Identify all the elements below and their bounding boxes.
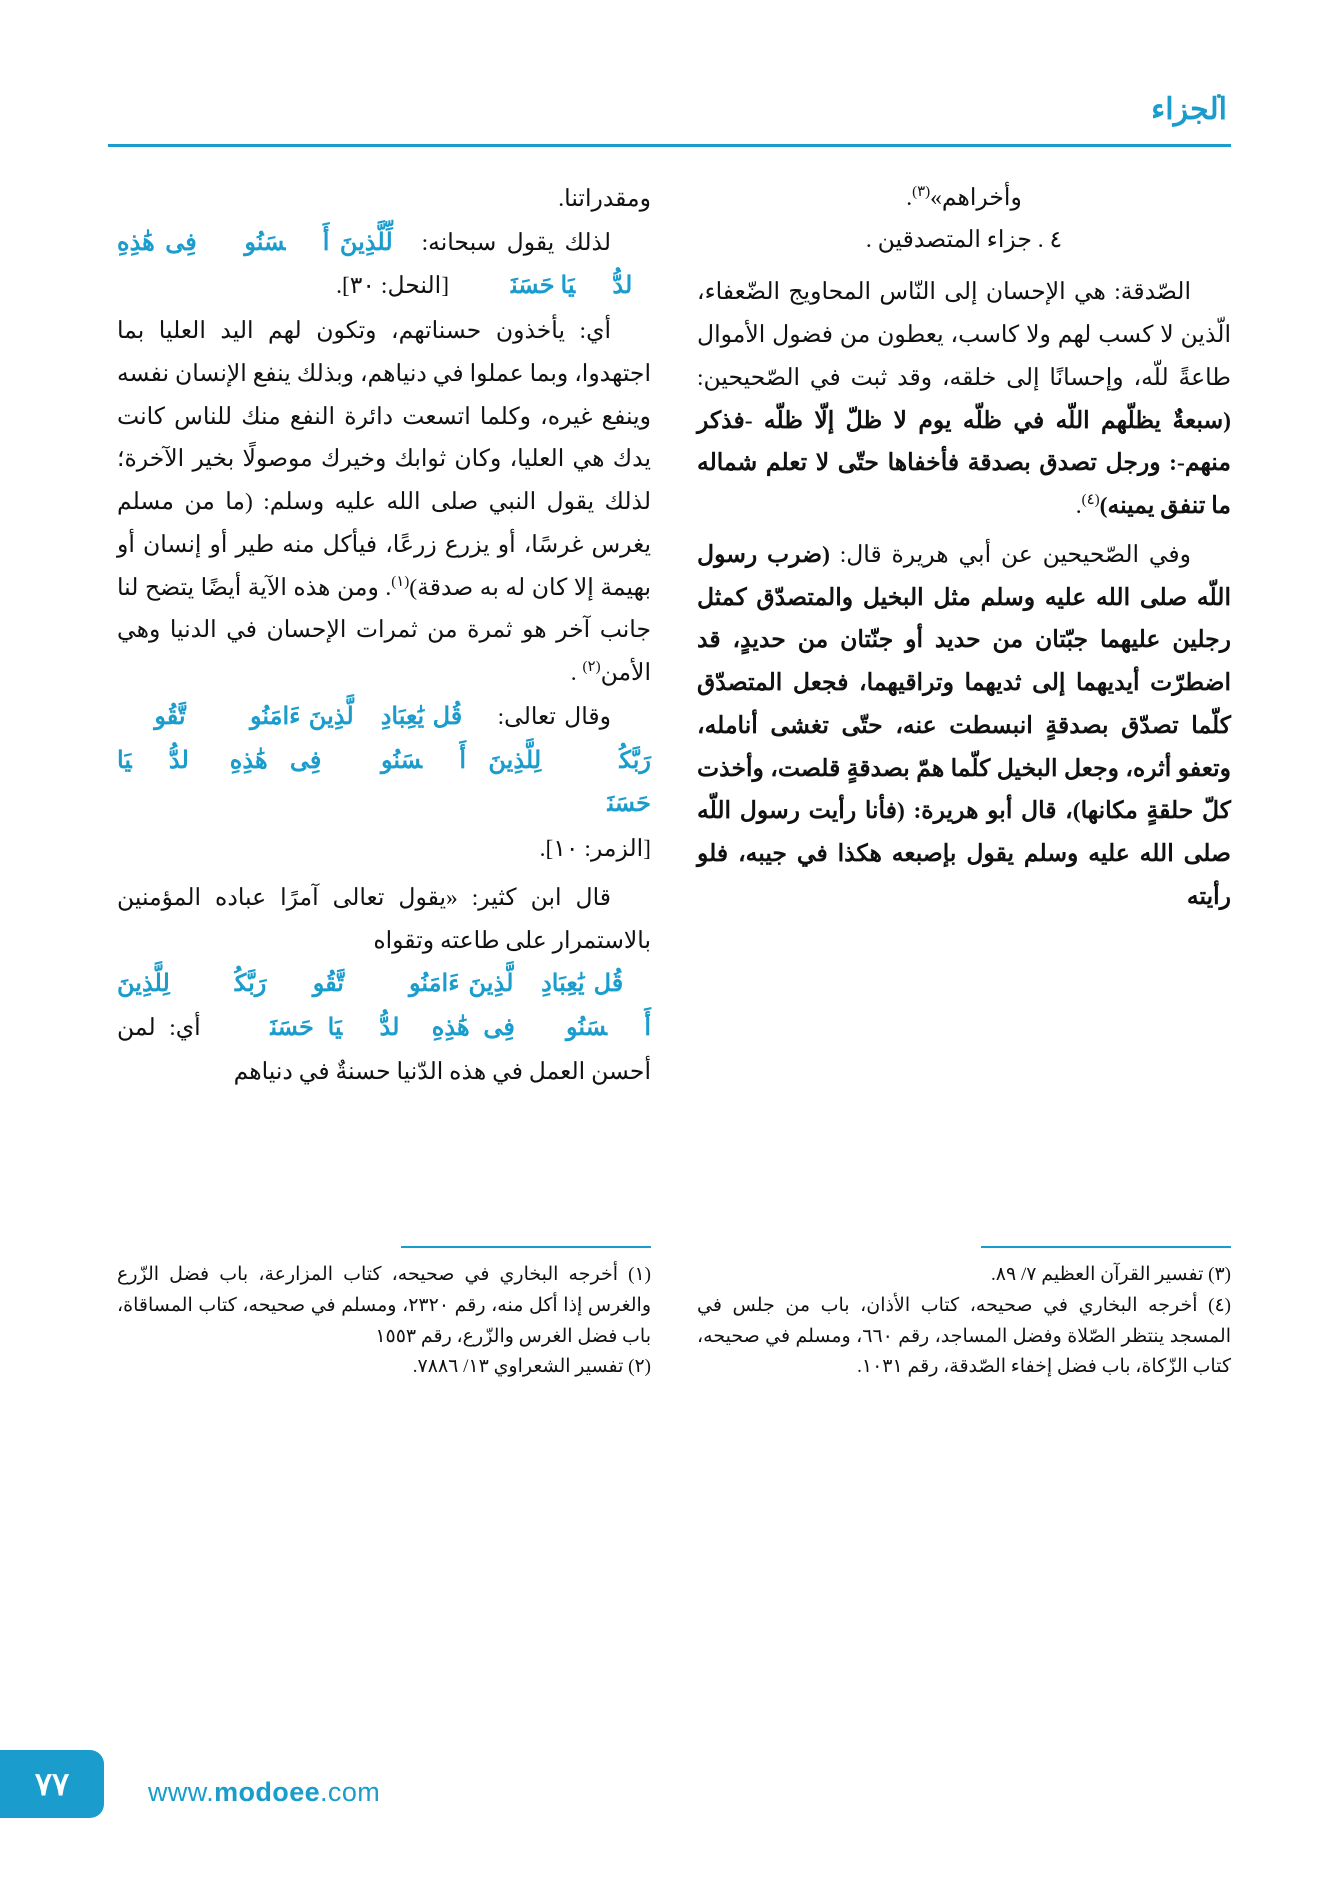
page-number: ٧٧ xyxy=(34,1766,70,1802)
site-url-name: modoee xyxy=(214,1777,321,1807)
site-url-tld: .com xyxy=(320,1777,381,1807)
quran-ref-nahl: [النحل: ٣٠]. xyxy=(336,273,450,300)
footnote-divider-right xyxy=(401,1246,651,1248)
left-paragraph-1-hadith: (سبعةٌ يظلّهم اللّه في ظلّه يوم لا ظلّ إلّا ظلّه -فذكر منهم-: ورجل تصدق بصدقة فأخفاها حتّى لا تعلم شماله ما تنفق يمينه) xyxy=(697,407,1231,520)
left-line-1-end: . xyxy=(906,185,913,211)
left-paragraph-2-lead: وفي الصّحيحين عن أبي هريرة قال: xyxy=(839,541,1192,568)
right-paragraph-4 xyxy=(117,696,651,827)
column-left xyxy=(697,178,1231,1238)
left-paragraph-1-end: . xyxy=(1075,493,1082,520)
header-divider xyxy=(108,144,1231,147)
site-url-prefix: www. xyxy=(148,1777,215,1807)
left-heading: ٤ . جزاء المتصدقين . xyxy=(865,227,1063,254)
footnotes-area xyxy=(108,1246,1231,1446)
column-right xyxy=(117,178,651,1238)
right-paragraph-3-text: . ومن هذه الآية أيضًا يتضح لنا جانب آخر هو ثمرة من ثمرات الإحسان في الدنيا وهي الأمن xyxy=(117,574,651,687)
right-paragraph-6 xyxy=(117,963,651,1093)
footnote-item: (٢) تفسير الشعراوي ١٣/ ٧٨٨٦. xyxy=(412,1356,651,1378)
quran-ref-zumar: [الزمر: ١٠]. xyxy=(539,836,651,863)
page-number-tab xyxy=(0,1750,104,1818)
page-footer xyxy=(0,1748,1339,1818)
right-paragraph-7-text: أي: لمن أحسن العمل في هذه الدّنيا حسنةٌ في دنياهم xyxy=(117,1014,651,1085)
left-paragraph-2-hadith: (ضرب رسول اللّه صلى الله عليه وسلم مثل البخيل والمتصدّق كمثل رجلين عليهما جبّتان من حديد أو جنّتان من حديدٍ، قد اضطرّت أيديهما إلى ثديهما وتراقيهما، فجعل المتصدّق كلّما تصدّق بصدقةٍ انبسطت عنه، حتّى تغشى أنامله، وتعفو أثره، وجعل البخيل كلّما همّ بصدقةٍ قلصت، وأخذت كلّ حلقةٍ مكانها)، قال أبو هريرة: (فأنا رأيت رسول اللّه صلى الله عليه وسلم يقول بإصبعه هكذا في جيبه، فلو رأيته xyxy=(697,541,1231,910)
page-header xyxy=(108,92,1231,152)
right-paragraph-1-lead: لذلك يقول سبحانه: xyxy=(411,229,611,256)
left-paragraph-2 xyxy=(697,534,1231,919)
body-columns xyxy=(108,178,1231,1238)
left-line-1-text: وأخراهم» xyxy=(930,185,1022,211)
right-paragraph-2-text: أي: يأخذون حسناتهم، وتكون لهم اليد العليا بما اجتهدوا، وبما عملوا في دنياهم، وبذلك ينفع الإنسان نفسه وينفع غيره، وكلما اتسعت دائرة النفع منك للناس كانت يدك هي العليا، وكان ثوابك وخيرك موصولًا بخير الآخرة؛ لذلك يقول النبي صلى الله عليه وسلم: (ما من مسلم يغرس غرسًا، أو يزرع زرعًا، فيأكل منه طير أو إنسان أو بهيمة إلا كان له به صدقة) xyxy=(117,318,651,601)
site-url[interactable] xyxy=(148,1777,380,1808)
page-header-title: الجزاء xyxy=(1151,93,1227,126)
right-paragraph-4-lead: وقال تعالى: xyxy=(489,704,611,730)
footnotes-right xyxy=(117,1246,651,1446)
footnote-marker-4: (٤) xyxy=(1081,492,1100,509)
quran-verse-nahl: ﴿لِّلَّذِينَ أَحۡسَنُوا۟ فِى هَٰذِهِ ٱلدُّنۡيَا حَسَنَةࣱ ﴾ xyxy=(117,229,651,300)
footnote-marker-1: (١) xyxy=(391,573,410,590)
right-paragraph-1 xyxy=(117,222,651,309)
left-line-1 xyxy=(697,178,1231,219)
quran-verse-zumar-repeat: ﴿ قُل يَٰعِبَادِ ٱلَّذِينَ ءَامَنُوا۟ ٱتَّقُوا۟ رَبَّكُمۡۚ لِلَّذِينَ أَحۡسَنُوا۟ فِى هَٰذِهِ ٱلدُّنۡيَا حَسَنَةࣱ﴾ xyxy=(117,971,651,1041)
quran-verse-zumar: ﴿ قُل يَٰعِبَادِ ٱلَّذِينَ ءَامَنُوا۟ ٱتَّقُوا۟ رَبَّكُمۡۚ لِلَّذِينَ أَحۡسَنُوا۟ فِى هَٰذِهِ ٱلدُّنۡيَا حَسَنَةࣱ﴾ xyxy=(117,704,651,818)
footnote-marker-2: (٢) xyxy=(582,659,601,676)
footnote-divider-left xyxy=(981,1246,1231,1248)
right-paragraph-0: ومقدراتنا. xyxy=(558,186,651,212)
footnotes-left xyxy=(697,1246,1231,1446)
right-paragraph-5: قال ابن كثير: «يقول تعالى آمرًا عباده المؤمنين بالاستمرار على طاعته وتقواه xyxy=(117,884,651,954)
left-paragraph-1 xyxy=(697,271,1231,528)
left-paragraph-1-text: الصّدقة: هي الإحسان إلى النّاس المحاويج الضّعفاء، الّذين لا كسب لهم ولا كاسب، يعطون من فضول الأموال طاعةً للّه، وإحسانًا إلى خلقه، وقد ثبت في الصّحيحين: xyxy=(697,279,1231,391)
footnote-item: (١) أخرجه البخاري في صحيحه، كتاب المزارعة، باب فضل الزّرع والغرس إذا أكل منه، رقم ٢٣٢٠، ومسلم في صحيحه، كتاب المساقاة، باب فضل الغرس والزّرع، رقم ١٥٥٣ xyxy=(117,1264,651,1347)
footnote-marker-3: (٣) xyxy=(912,184,931,201)
right-paragraph-2: أي: يأخذون حسناتهم، وتكون لهم اليد العليا بما اجتهدوا، وبما عملوا في دنياهم، وبذلك ينفع الإنسان نفسه وينفع غيره، وكلما اتسعت دائرة النفع منك للناس كانت يدك هي العليا، وكان ثوابك وخيرك موصولًا بخير الآخرة؛ لذلك يقول النبي صلى الله عليه وسلم: (ما من مسلم يغرس غرسًا، أو يزرع زرعًا، فيأكل منه طير أو إنسان أو بهيمة إلا كان له به صدقة)$^{(١)}$. ومن هذه الآية أيضًا يتضح لنا جانب آخر هو ثمرة من ثمرات الإحسان في الدنيا وهي الأمن$^{(٢)}$ . xyxy=(117,318,651,687)
footnote-item: (٣) تفسير القرآن العظيم ٧/ ٨٩. xyxy=(991,1264,1231,1285)
footnote-item: (٤) أخرجه البخاري في صحيحه، كتاب الأذان، باب من جلس في المسجد ينتظر الصّلاة وفضل المساجد، رقم ٦٦٠، ومسلم في صحيحه، كتاب الزّكاة، باب فضل إخفاء الصّدقة، رقم ١٠٣١. xyxy=(697,1294,1231,1378)
